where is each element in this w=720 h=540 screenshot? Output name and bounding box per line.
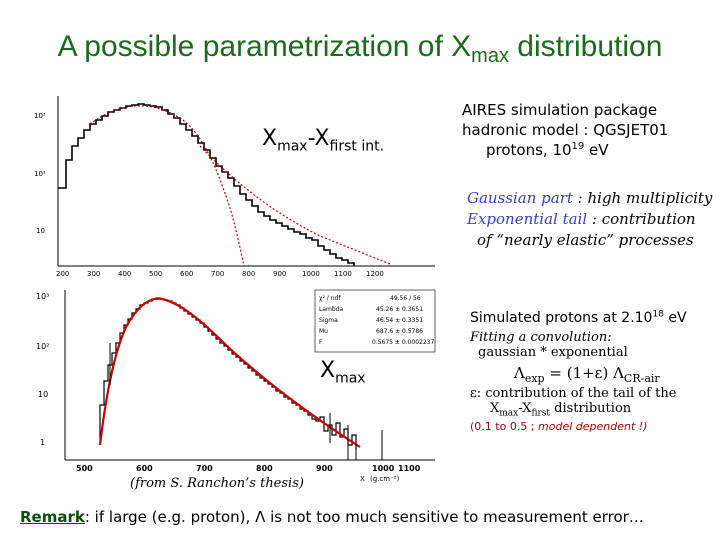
aires-energy-unit: eV (584, 141, 609, 159)
bottom-y-tick-label: 10³ (36, 292, 50, 301)
stat-key: Lambda (319, 306, 344, 313)
range-text: (0.1 to 0.5 ; (470, 420, 539, 433)
slide-title (0, 30, 720, 67)
bottom-y-ticks (36, 292, 49, 447)
title-sub: max (471, 45, 509, 67)
stat-key: Mu (319, 328, 328, 335)
top-histogram (30, 88, 440, 278)
lambda-equation (470, 364, 718, 385)
lambda-cr-sub: CR-air (623, 372, 660, 385)
stat-value: 46.54 ± 0.3351 (376, 317, 424, 324)
stat-value: 45.26 ± 0.3651 (376, 306, 424, 313)
bottom-x-tick-label: 800 (256, 464, 273, 473)
dist-first: first (531, 408, 550, 419)
aires-energy-exp: 19 (571, 141, 585, 152)
top-y-tick-label: 10³ (34, 112, 46, 120)
components-note (467, 188, 712, 251)
exponential-tail-label: Exponential tail (467, 210, 588, 228)
top-x-tick-label: 400 (118, 270, 132, 278)
top-y-ticks (34, 112, 46, 235)
stat-key: Sigma (319, 317, 338, 324)
bottom-x-ticks (76, 464, 421, 473)
remark-text: : if large (e.g. proton), Λ is not too much sensitive to measurement error… (84, 508, 644, 526)
aires-energy: protons, 10 (486, 141, 572, 159)
gaussian-part-label: Gaussian part (467, 189, 573, 207)
x-axis-symbol: X (360, 475, 365, 483)
label-max: max (335, 370, 366, 387)
top-y-tick-label: 10 (36, 227, 45, 235)
top-x-tick-label: 1200 (366, 270, 384, 278)
bottom-y-tick-label: 1 (40, 438, 46, 447)
sim-line3: gaussian * exponential (478, 345, 628, 360)
fit-stats-box (315, 290, 435, 352)
top-x-tick-label: 600 (180, 270, 194, 278)
bottom-x-tick-label: 900 (316, 464, 333, 473)
gaussian-part-text: : high multiplicity (572, 189, 713, 207)
title-main: A possible parametrization of X (57, 30, 472, 63)
stat-value: 687.6 ± 0.5786 (376, 328, 424, 335)
equation-body: = (1+ε) Λ (544, 364, 624, 382)
top-gaussian-curve (90, 106, 244, 266)
bottom-fit-plot (30, 285, 440, 485)
elastic-line: of “nearly elastic” processes (477, 231, 694, 249)
label-max: max (277, 138, 308, 155)
dist-tail: distribution (549, 401, 632, 416)
aires-line3 (462, 140, 668, 160)
range-emphasis: model dependent !) (538, 420, 648, 433)
top-x-tick-label: 900 (273, 270, 287, 278)
top-x-tick-label: 300 (87, 270, 101, 278)
aires-line1: AIRES simulation package (462, 101, 658, 119)
stat-value: 0.5675 ± 0.0002237 (372, 339, 435, 346)
sim-line1 (470, 310, 718, 326)
label-first: first int. (329, 138, 385, 155)
source-credit: (from S. Ranchon’s thesis) (130, 476, 304, 491)
bottom-x-tick-label: 1100 (398, 464, 421, 473)
sim-energy-exp: 18 (652, 309, 664, 320)
title-tail: distribution (508, 30, 663, 63)
bottom-x-axis-label (360, 475, 400, 483)
label-x: X (262, 126, 278, 151)
top-plot-frame (58, 96, 435, 266)
sim-line2: Fitting a convolution: (470, 330, 612, 345)
aires-info (462, 100, 668, 160)
top-x-tick-label: 700 (211, 270, 225, 278)
dist-line (470, 401, 718, 419)
top-x-tick-label: 500 (149, 270, 163, 278)
lambda-symbol: Λ (514, 364, 525, 382)
range-line (470, 420, 718, 433)
exponential-line (467, 209, 712, 230)
aires-line2: hadronic model : QGSJET01 (462, 121, 669, 139)
dist-dash: -X (518, 401, 532, 416)
top-plot-label (262, 126, 385, 155)
bottom-y-tick-label: 10² (36, 342, 50, 351)
top-x-tick-label: 1100 (334, 270, 352, 278)
bottom-x-tick-label: 1000 (372, 464, 395, 473)
sim-energy-unit: eV (663, 310, 687, 326)
bottom-x-tick-label: 500 (76, 464, 93, 473)
top-x-tick-label: 200 (56, 270, 70, 278)
bottom-x-tick-label: 700 (196, 464, 213, 473)
simulation-note (470, 310, 718, 433)
epsilon-line: ε: contribution of the tail of the (470, 386, 677, 401)
x-axis-unit: (g.cm⁻²) (370, 475, 400, 483)
bottom-plot-label (320, 358, 366, 387)
remark-label: Remark (20, 508, 85, 526)
top-x-tick-label: 800 (242, 270, 256, 278)
dist-x: X (490, 401, 500, 416)
bottom-x-tick-label: 600 (136, 464, 153, 473)
stat-value: 49.56 / 56 (390, 295, 421, 302)
remark (20, 508, 644, 526)
stat-key: χ² / ndf (319, 295, 341, 302)
gaussian-line (467, 188, 712, 209)
stat-key: F (319, 339, 323, 346)
top-x-tick-label: 1000 (302, 270, 320, 278)
bottom-y-tick-label: 10 (38, 390, 49, 399)
sim-energy: Simulated protons at 2.10 (470, 310, 653, 326)
label-x: X (320, 358, 336, 383)
dist-max: max (499, 408, 519, 419)
top-x-ticks (56, 270, 384, 278)
top-y-tick-label: 10² (34, 170, 46, 178)
label-dash: -X (307, 126, 330, 151)
lambda-exp-sub: exp (524, 372, 545, 385)
exponential-tail-text: : contribution (587, 210, 696, 228)
